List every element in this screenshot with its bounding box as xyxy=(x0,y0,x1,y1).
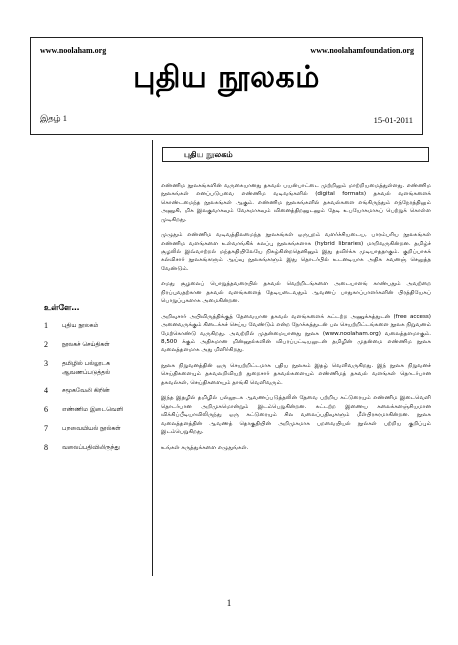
toc-item-title: எண்ணிம இடைவெளி xyxy=(62,406,124,413)
toc-item[interactable] xyxy=(44,443,148,453)
column-divider xyxy=(152,140,153,576)
toc-heading: உள்ளே… xyxy=(44,303,80,312)
toc-page-number: 2 xyxy=(44,340,48,349)
body-paragraph: இந்த இதழில் தமிழில் பல்லூடக ஆவணப்படுத்தலின் தேவை பற்றிய கட்டுரையும் எண்ணிம இடைவெளி தொடர்பான அறிமுகமொன்றும் இடம்பெறுகின்றன. கட்டற்ற இணைய கலைக்களஞ்சியமான விக்கிப்பீடியாவிலிருந்து ஒரு கட்டுரையும் சில வலைப்பதிவுகளும் மீள்பிரசுரமாகின்றன. நூலக வலைத்தளத்தின் ஆவணத் தொகுதியின் அறிமுகமாக பறவையியல் நூல்கள் பற்றிய குறிப்பும் இடம்பெறுகிறது. xyxy=(161,395,431,436)
toc-page-number: 1 xyxy=(44,321,48,330)
body-paragraph: நூலக நிறுவனத்தின் ஒரு செயற்றிட்டமாக புதிய நூலகம் இதழ் வெளிவருகிறது. இந் நூலக நிறுவனச் செய்திகளையும் தகவலறிவியற் துறைசார் தகவல்களையும் எண்ணிமத் தகவல் வளங்கள் தொடர்பான தகவல்கள், செய்திகளையும் தாங்கி வெளிவரும். xyxy=(161,363,431,386)
toc-page-number: 6 xyxy=(44,405,48,414)
toc-item-title: நூலகச் செய்திகள் xyxy=(62,341,110,348)
body-paragraph: எண்ணிம நூலகங்களின் வருகையானது தகவல் பயன்பாட்டை முற்றிலும் மாற்றியமைத்துள்ளது. எண்ணிம நூலகங்கள் எனப்படுபவை எண்ணிம வடிவங்களில் (digital formats) தகவல் வளங்களைக் கொண்டமைந்த நூலகங்கள் ஆகும். எண்ணிம நூலகங்களில் தகவல்களை எங்கிருந்தும் எந்நேரத்திலும் அணுகி, மிக இலகுவாகவும் வேகமாகவும் வினைத்திறனுடனும் தேடி உபயோகமாகப் பெற்றுக் கொள்ள முடிகிறது. xyxy=(161,183,431,223)
toc-item[interactable] xyxy=(44,405,148,415)
masthead-url-right[interactable]: www.noolahamfoundation.org xyxy=(310,46,414,55)
toc-item-title: வலைப்பதிவிலிருந்து xyxy=(62,444,120,451)
section-header xyxy=(162,147,429,162)
toc-page-number: 8 xyxy=(44,443,48,452)
toc-item[interactable] xyxy=(44,359,148,377)
body-paragraph: முழுதும் எண்ணிம வடிவத்திலமைந்த நூலகங்கள் ஒருபுறம் வளர்ச்சியடைய, பாரம்பரிய நூலகங்கள் எண்ணிம வளங்களை உள்வாங்கிக் கலப்பு நூலகங்களாக (hybrid libraries) மாறிவருகின்றன. தமிழ்ச் சூழலில் இவ்வாற்றல் மந்தகதியிலேயே நிகழ்கின்றதெனினும் இது தவிர்க்க முடியாததாகும். குறிப்பாகக் கல்விசார் நூலகங்களும் ஆய்வு நூலகங்களும் இது தொடர்பில் உடனடியாக அதிக கவனஞ் செலுத்த வேண்டும். xyxy=(161,232,431,272)
toc-item-title: சமூகவேலி கிறின் xyxy=(62,387,110,394)
toc-page-number: 4 xyxy=(44,386,48,395)
body-paragraph: அறிவுசார் அபிவிருத்திக்குத் தேவையான தகவல் வளங்களைக் கட்டற்ற அணுக்கத்துடன் (free access) அனைவருக்கும் கிடைக்கச் செய்ய வேண்டும் என்ற நோக்கத்துடன் பல செயற்றிட்டங்களை நூலக நிறுவனம் மேற்கொண்டு வருகிறது. அவற்றில் முதன்மையானது நூலக (www.noolaham.org) வலைத்தளமாகும். 8,500 க்கும் அதிகமான மின்னூல்களின் விபரப்பட்டியலுடன் தமிழின் முதன்மை எண்ணிம நூலக வலைத்தளமாக அது மிளிர்கிறது. xyxy=(161,313,431,354)
toc-item[interactable] xyxy=(44,424,148,434)
toc-item-title: புதிய நூலகம் xyxy=(62,322,99,329)
toc-item-title: தமிழில் பல்லூடக ஆவணப்படுத்தல் xyxy=(62,360,111,376)
toc-item[interactable] xyxy=(44,340,148,350)
closing-line: உங்கள் கருத்துக்களை எழுதுங்கள். xyxy=(161,444,249,451)
page-number: 1 xyxy=(226,598,232,608)
masthead-title: புதிய நூலகம் xyxy=(133,60,320,95)
toc-item[interactable] xyxy=(44,386,148,396)
toc-item-title: பறவையியல் நூல்கள் xyxy=(62,425,121,432)
issue-number: இதழ் 1 xyxy=(40,113,68,123)
toc-item[interactable] xyxy=(44,321,148,331)
masthead xyxy=(30,37,423,135)
masthead-url-left[interactable]: www.noolaham.org xyxy=(40,46,107,55)
section-title: புதிய நூலகம் xyxy=(184,150,233,159)
toc-page-number: 7 xyxy=(44,424,48,433)
toc-page-number: 3 xyxy=(44,359,48,368)
issue-date: 15-01-2011 xyxy=(373,115,413,125)
table-of-contents xyxy=(44,303,148,462)
article-body xyxy=(161,182,431,452)
body-paragraph: எமது சூழலைப் பொறுத்தவரையில் தகவல் வெற்றிடங்களை அடையாளங் காண்பதும் அவற்றை நிரப்புவதற்கான தகவல் வளங்களைத் தேடியடைவதும் ஆவணப் பாதுகாப்பாளர்களின் பிரத்தியேகப் பொறுப்புகளாக அமைகின்றன. xyxy=(161,281,431,305)
